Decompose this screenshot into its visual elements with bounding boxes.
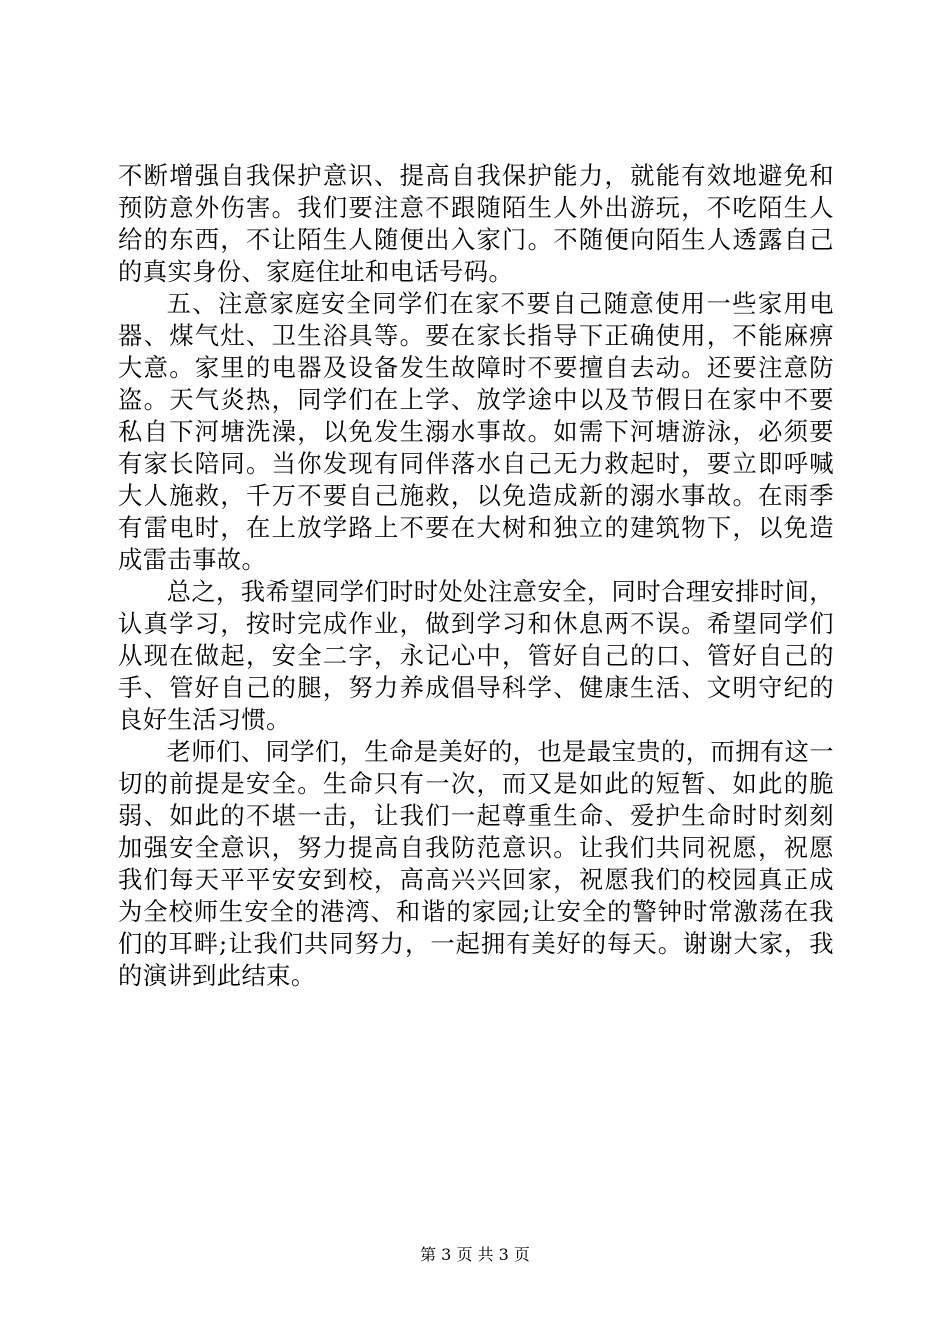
document-body [118,160,834,992]
page-number-footer: 第 3 页 共 3 页 [420,1245,530,1264]
paragraph-summary: 总之，我希望同学们时时处处注意安全，同时合理安排时间，认真学习，按时完成作业，做到学习和休息两不误。希望同学们从现在做起，安全二字，永记心中，管好自己的口、管好自己的手、管好自己的腿，努力养成倡导科学、健康生活、文明守纪的良好生活习惯。 [118,577,834,734]
paragraph-home-safety: 五、注意家庭安全同学们在家不要自己随意使用一些家用电器、煤气灶、卫生浴具等。要在家长指导下正确使用，不能麻痹大意。家里的电器及设备发生故障时不要擅自去动。还要注意防盗。天气炎热，同学们在上学、放学途中以及节假日在家中不要私自下河塘洗澡，以免发生溺水事故。如需下河塘游泳，必须要有家长陪同。当你发现有同伴落水自己无力救起时，要立即呼喊大人施救，千万不要自己施救，以免造成新的溺水事故。在雨季有雷电时，在上放学路上不要在大树和独立的建筑物下，以免造成雷击事故。 [118,289,834,574]
paragraph-closing: 老师们、同学们，生命是美好的，也是最宝贵的，而拥有这一切的前提是安全。生命只有一次，而又是如此的短暂、如此的脆弱、如此的不堪一击，让我们一起尊重生命、爱护生命时时刻刻加强安全意识，努力提高自我防范意识。让我们共同祝愿，祝愿我们每天平平安安到校，高高兴兴回家，祝愿我们的校园真正成为全校师生安全的港湾、和谐的家园;让安全的警钟时常激荡在我们的耳畔;让我们共同努力，一起拥有美好的每天。谢谢大家，我的演讲到此结束。 [118,737,834,990]
paragraph-continuation: 不断增强自我保护意识、提高自我保护能力，就能有效地避免和预防意外伤害。我们要注意不跟随陌生人外出游玩，不吃陌生人给的东西，不让陌生人随便出入家门。不随便向陌生人透露自己的真实身份、家庭住址和电话号码。 [118,161,834,286]
